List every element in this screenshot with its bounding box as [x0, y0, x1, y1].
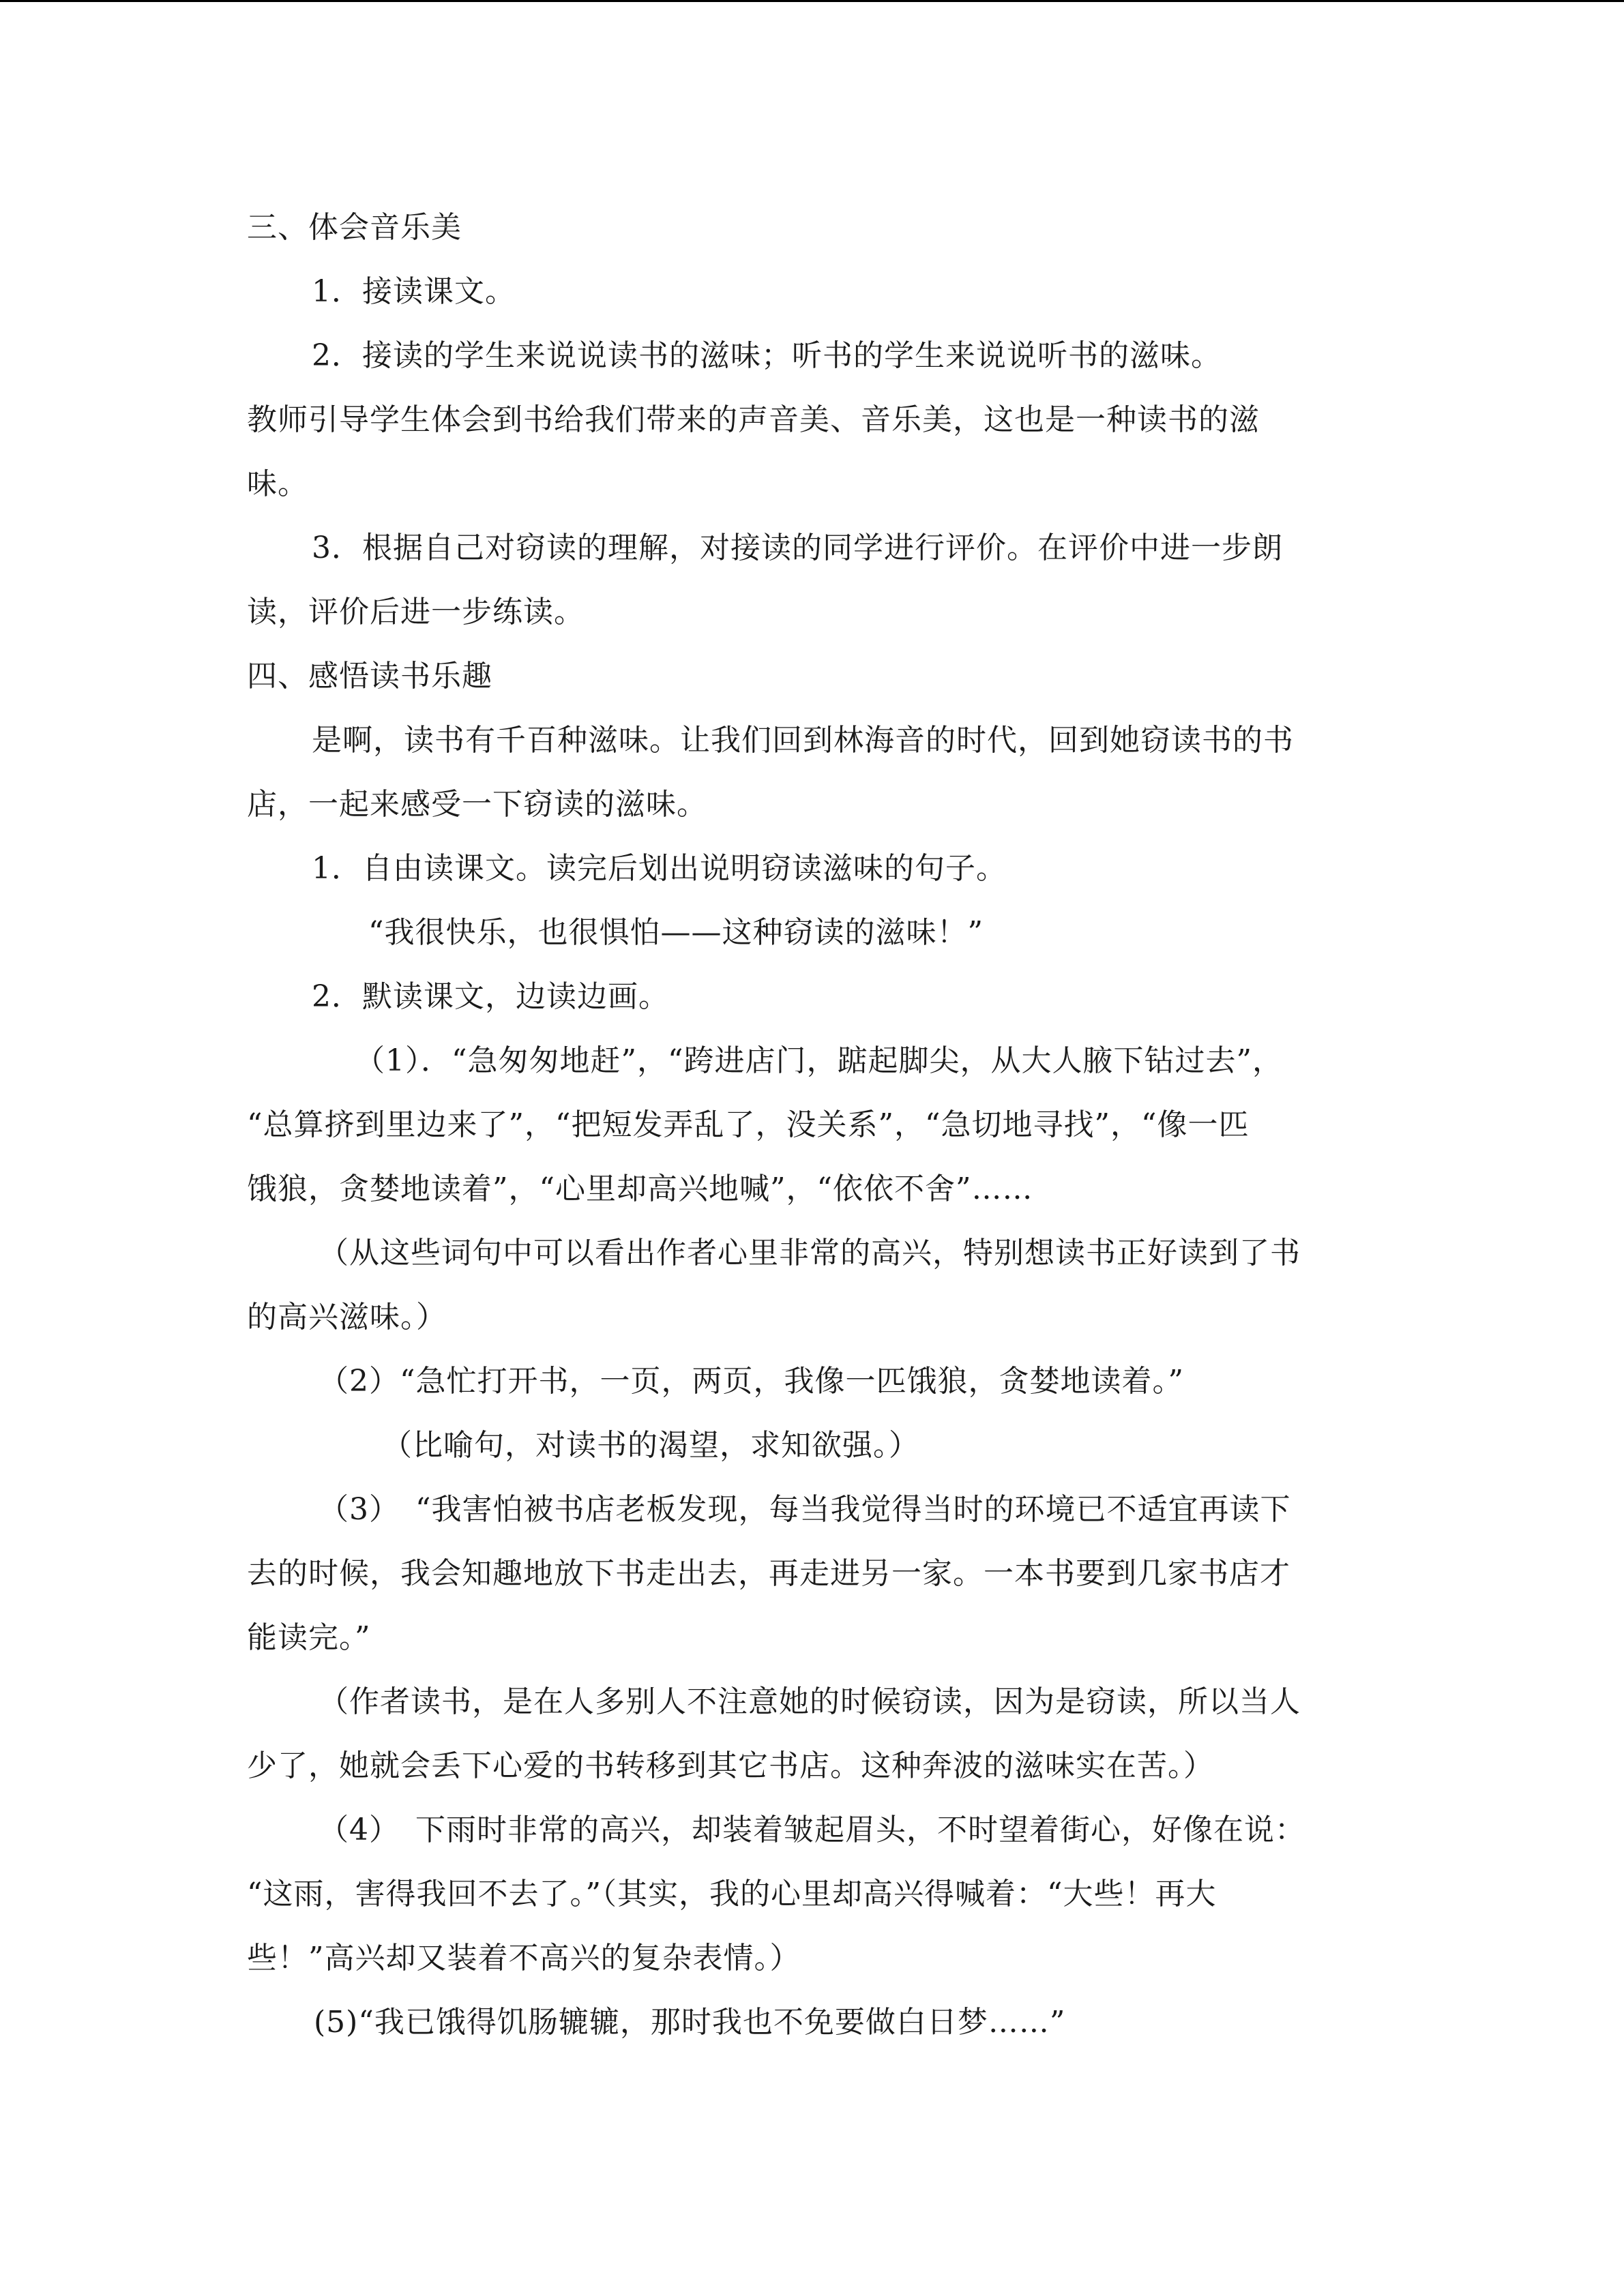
paragraph-line: 2．接读的学生来说说读书的滋味；听书的学生来说说听书的滋味。	[312, 338, 1222, 373]
paragraph-line: 的高兴滋味。）	[247, 1300, 447, 1335]
paragraph-line: 少了，她就会丢下心爱的书转移到其它书店。这种奔波的滋味实在苦。）	[247, 1748, 1214, 1783]
paragraph-line: 去的时候，我会知趣地放下书走出去，再走进另一家。一本书要到几家书店才	[247, 1556, 1290, 1591]
paragraph-line: 2．默读课文，边读边画。	[312, 979, 669, 1014]
quote-line: “我很快乐，也很惧怕——这种窃读的滋味！”	[368, 915, 984, 950]
paragraph-line: 味。	[247, 466, 308, 501]
paragraph-line: 教师引导学生体会到书给我们带来的声音美、音乐美，这也是一种读书的滋	[247, 402, 1260, 437]
paragraph-line: （从这些词句中可以看出作者心里非常的高兴，特别想读书正好读到了书	[319, 1236, 1301, 1270]
paragraph-line: (5)“我已饿得饥肠辘辘，那时我也不免要做白日梦……”	[314, 2005, 1066, 2040]
paragraph-line: （3） “我害怕被书店老板发现，每当我觉得当时的环境已不适宜再读下	[319, 1492, 1291, 1527]
section-heading-music: 三、体会音乐美	[247, 210, 462, 245]
section-heading-reading-fun: 四、感悟读书乐趣	[247, 659, 492, 694]
page-top-border	[0, 0, 1624, 2]
paragraph-line: （4） 下雨时非常的高兴，却装着皱起眉头，不时望着街心，好像在说：	[319, 1813, 1305, 1847]
paragraph-line: （作者读书，是在人多别人不注意她的时候窃读，因为是窃读，所以当人	[319, 1684, 1301, 1719]
paragraph-line: “这雨，害得我回不去了。”（其实，我的心里却高兴得喊着：“大些！再大	[247, 1877, 1217, 1911]
paragraph-line: 饿狼，贪婪地读着”，“心里却高兴地喊”，“依依不舍”……	[247, 1172, 1033, 1206]
paragraph-line: （2）“急忙打开书，一页，两页，我像一匹饿狼，贪婪地读着。”	[319, 1364, 1184, 1399]
paragraph-line: 读，评价后进一步练读。	[247, 595, 585, 629]
paragraph-line: 3．根据自己对窃读的理解，对接读的同学进行评价。在评价中进一步朗	[312, 531, 1283, 565]
paragraph-line: “总算挤到里边来了”，“把短发弄乱了，没关系”，“急切地寻找”，“像一匹	[247, 1107, 1250, 1142]
paragraph-line: （比喻句，对读书的渴望，求知欲强。）	[382, 1428, 919, 1463]
paragraph-line: 1．自由读课文。读完后划出说明窃读滋味的句子。	[312, 851, 1007, 886]
paragraph-line: 店，一起来感受一下窃读的滋味。	[247, 787, 707, 822]
paragraph-line: 是啊，读书有千百种滋味。让我们回到林海音的时代，回到她窃读书的书	[312, 723, 1294, 758]
paragraph-line: 能读完。”	[247, 1620, 371, 1655]
paragraph-line: 1．接读课文。	[312, 274, 516, 309]
paragraph-line: （1）．“急匆匆地赶”，“跨进店门，踮起脚尖，从大人腋下钻过去”，	[355, 1043, 1283, 1078]
paragraph-line: 些！”高兴却又装着不高兴的复杂表情。）	[247, 1941, 801, 1976]
